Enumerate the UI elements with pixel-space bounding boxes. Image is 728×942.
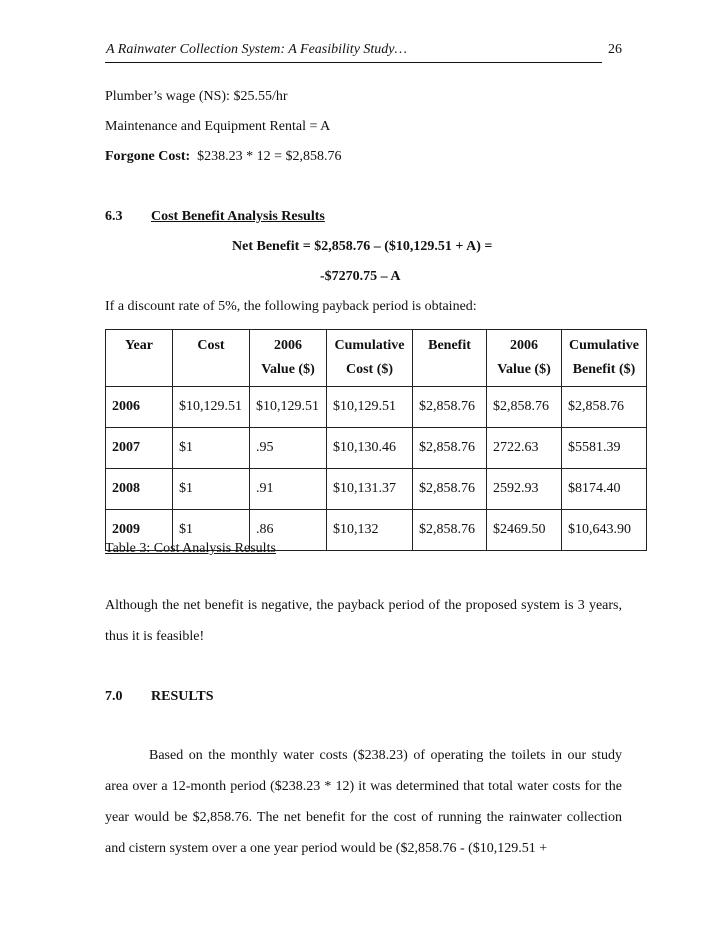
cell-cumulative-benefit: $8174.40	[562, 469, 647, 510]
cell-year: 2009	[106, 510, 173, 551]
cost-analysis-table	[105, 329, 647, 551]
maintenance-line: Maintenance and Equipment Rental = A	[105, 119, 331, 134]
header-rule	[105, 62, 602, 63]
conclusion-paragraph: Although the net benefit is negative, the payback period of the proposed system is 3 years, thus it is feasible!	[105, 598, 622, 644]
cell-2006-value-cost: .86	[250, 510, 327, 551]
cell-benefit: $2,858.76	[413, 428, 487, 469]
table-header-row	[106, 330, 647, 387]
cell-year: 2008	[106, 469, 173, 510]
forgone-cost-value: $238.23 * 12 = $2,858.76	[197, 149, 342, 164]
running-header-title: A Rainwater Collection System: A Feasibility Study…	[106, 42, 407, 57]
table-row	[106, 428, 647, 469]
page-number: 26	[608, 42, 622, 57]
cell-2006-value-benefit: $2469.50	[487, 510, 562, 551]
forgone-cost-label: Forgone Cost:	[105, 149, 191, 164]
cell-2006-value-benefit: $2,858.76	[487, 387, 562, 428]
header-cumulative-cost: Cumulative Cost ($)	[327, 330, 413, 387]
cell-cumulative-cost: $10,132	[327, 510, 413, 551]
table-row	[106, 469, 647, 510]
plumber-wage-line: Plumber’s wage (NS): $25.55/hr	[105, 89, 288, 104]
cell-cumulative-benefit: $2,858.76	[562, 387, 647, 428]
cell-2006-value-cost: $10,129.51	[250, 387, 327, 428]
cell-cumulative-benefit: $10,643.90	[562, 510, 647, 551]
table-row	[106, 387, 647, 428]
discount-rate-intro: If a discount rate of 5%, the following payback period is obtained:	[105, 299, 477, 314]
cell-cumulative-cost: $10,131.37	[327, 469, 413, 510]
section-7-0-number: 7.0	[105, 689, 123, 704]
header-2006-value-benefit: 2006 Value ($)	[487, 330, 562, 387]
header-year: Year	[106, 330, 173, 387]
cell-cost: $1	[173, 469, 250, 510]
header-benefit: Benefit	[413, 330, 487, 387]
cell-2006-value-benefit: 2592.93	[487, 469, 562, 510]
forgone-cost-line	[105, 149, 342, 165]
header-2006-value-cost: 2006 Value ($)	[250, 330, 327, 387]
cell-2006-value-cost: .91	[250, 469, 327, 510]
cell-benefit: $2,858.76	[413, 387, 487, 428]
cell-benefit: $2,858.76	[413, 510, 487, 551]
cell-cost: $1	[173, 428, 250, 469]
cell-cumulative-cost: $10,130.46	[327, 428, 413, 469]
cell-benefit: $2,858.76	[413, 469, 487, 510]
table-caption: Table 3: Cost Analysis Results	[105, 541, 276, 556]
section-7-0-title: RESULTS	[151, 689, 214, 704]
cell-year: 2006	[106, 387, 173, 428]
section-6-3-title: Cost Benefit Analysis Results	[151, 209, 325, 224]
cell-cumulative-benefit: $5581.39	[562, 428, 647, 469]
net-benefit-result: -$7270.75 – A	[320, 269, 401, 284]
cell-cost: $10,129.51	[173, 387, 250, 428]
header-cumulative-benefit: Cumulative Benefit ($)	[562, 330, 647, 387]
header-cost: Cost	[173, 330, 250, 387]
section-6-3-number: 6.3	[105, 209, 123, 224]
results-paragraph: Based on the monthly water costs ($238.23) of operating the toilets in our study area over a 12-month period ($238.23 * 12) it was determined that total water costs for the year would be $2,858.76. The net benefit for the cost of running the rainwater collection and cistern system over a one year period would be ($2,858.76 - ($10,129.51 +	[105, 748, 622, 856]
net-benefit-formula: Net Benefit = $2,858.76 – ($10,129.51 + A) =	[232, 239, 493, 254]
cell-2006-value-benefit: 2722.63	[487, 428, 562, 469]
cell-year: 2007	[106, 428, 173, 469]
cell-2006-value-cost: .95	[250, 428, 327, 469]
cell-cumulative-cost: $10,129.51	[327, 387, 413, 428]
cell-cost: $1	[173, 510, 250, 551]
